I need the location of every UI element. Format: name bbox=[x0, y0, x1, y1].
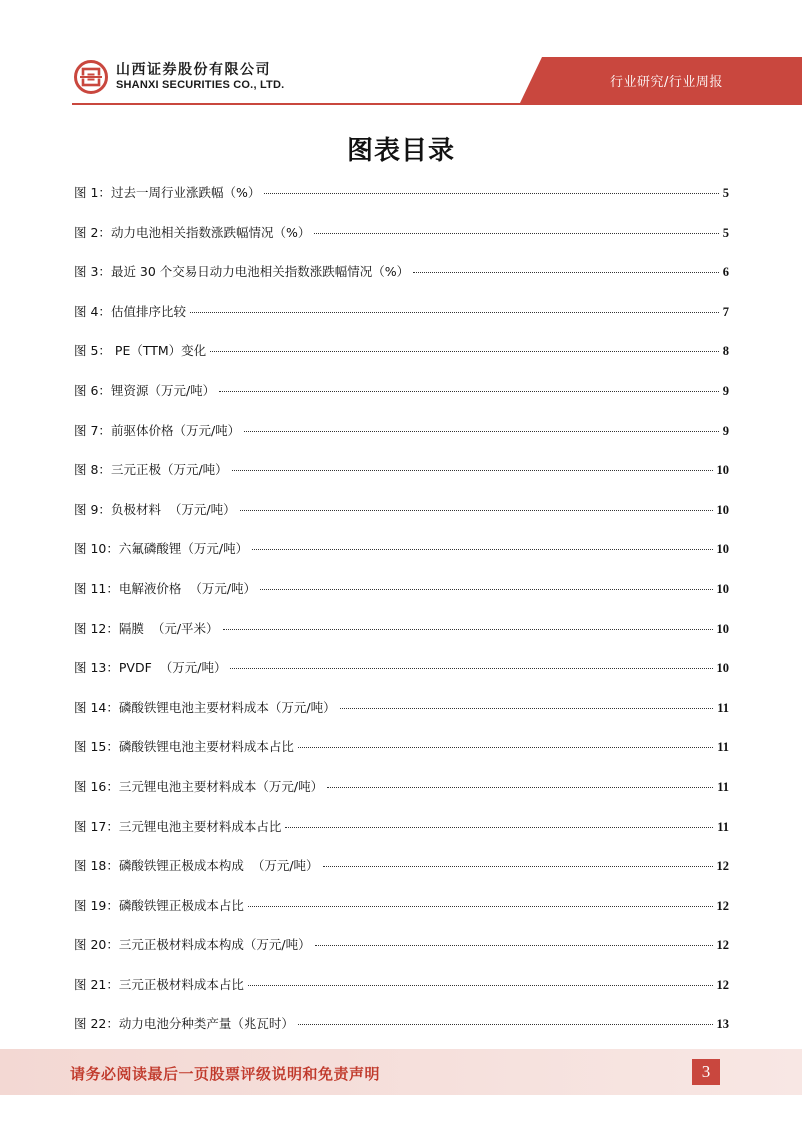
toc-entry[interactable] bbox=[74, 421, 729, 461]
toc-entry-label bbox=[74, 579, 256, 597]
toc-entry[interactable] bbox=[74, 381, 729, 421]
toc-leader-dots bbox=[232, 470, 713, 471]
toc-entry-page: 5 bbox=[722, 186, 729, 200]
toc-entry[interactable] bbox=[74, 619, 729, 659]
toc-entry-page: 9 bbox=[722, 383, 729, 398]
toc-entry-page: 10 bbox=[716, 502, 729, 517]
toc-entry-title: 前驱体价格（万元/吨） bbox=[110, 422, 241, 438]
toc-entry-page: 10 bbox=[716, 463, 729, 478]
toc-entry-page: 12 bbox=[716, 938, 729, 953]
toc-entry-title: 磷酸铁锂电池主要材料成本占比 bbox=[118, 739, 294, 755]
toc-leader-dots bbox=[210, 351, 719, 352]
toc-leader-dots bbox=[315, 945, 713, 946]
toc-entry-number: 图 14： bbox=[74, 699, 119, 715]
toc-entry-label bbox=[74, 223, 310, 241]
toc-entry-page: 5 bbox=[722, 225, 729, 240]
toc-entry-label bbox=[74, 183, 260, 201]
toc-entry-page: 7 bbox=[722, 304, 729, 319]
toc-entry-title: 三元正极（万元/吨） bbox=[110, 462, 228, 478]
toc-entry[interactable] bbox=[74, 460, 729, 500]
toc-entry-number: 图 8： bbox=[74, 462, 111, 478]
company-logo bbox=[74, 60, 284, 94]
toc-leader-dots bbox=[219, 391, 719, 392]
toc-entry-title: 三元锂电池主要材料成本占比 bbox=[118, 818, 282, 834]
toc-entry[interactable] bbox=[74, 262, 729, 302]
toc-leader-dots bbox=[240, 510, 713, 511]
toc-entry-label bbox=[74, 935, 311, 953]
toc-entry-number: 图 21： bbox=[74, 976, 119, 992]
toc-entry-page: 10 bbox=[716, 661, 729, 676]
toc-entry-page: 12 bbox=[716, 977, 729, 992]
toc-entry-label bbox=[74, 856, 319, 874]
toc-entry-label bbox=[74, 777, 323, 795]
toc-entry-label bbox=[74, 698, 336, 716]
toc-entry-title: 电解液价格 （万元/吨） bbox=[118, 580, 257, 596]
toc-entry-label bbox=[74, 460, 228, 478]
toc-entry-label bbox=[74, 975, 244, 993]
toc-entry-number: 图 13： bbox=[74, 660, 119, 676]
toc-entry[interactable] bbox=[74, 698, 729, 738]
toc-leader-dots bbox=[190, 312, 719, 313]
toc-entry-title: 最近 30 个交易日动力电池相关指数涨跌幅情况（%） bbox=[110, 264, 410, 280]
header-divider bbox=[72, 103, 802, 105]
toc-entry-label bbox=[74, 421, 240, 439]
toc-entry-page: 11 bbox=[717, 819, 729, 834]
disclaimer-notice: 请务必阅读最后一页股票评级说明和免责声明 bbox=[70, 1065, 381, 1083]
toc-leader-dots bbox=[230, 668, 712, 669]
toc-entry-number: 图 9： bbox=[74, 501, 111, 517]
toc-entry-label bbox=[74, 302, 186, 320]
toc-leader-dots bbox=[314, 233, 718, 234]
toc-entry-label bbox=[74, 500, 236, 518]
toc-entry[interactable] bbox=[74, 302, 729, 342]
toc-entry-label bbox=[74, 619, 219, 637]
toc-leader-dots bbox=[340, 708, 714, 709]
report-category: 行业研究/行业周报 bbox=[610, 75, 723, 90]
toc-entry[interactable] bbox=[74, 817, 729, 857]
toc-entry-label bbox=[74, 817, 281, 835]
toc-leader-dots bbox=[327, 787, 713, 788]
toc-entry-number: 图 1： bbox=[74, 185, 111, 200]
toc-entry-title: 三元正极材料成本构成（万元/吨） bbox=[118, 937, 311, 953]
toc-leader-dots bbox=[298, 1024, 713, 1025]
toc-entry[interactable] bbox=[74, 975, 729, 1015]
toc-entry-page: 11 bbox=[717, 700, 729, 715]
company-logo-icon bbox=[74, 60, 108, 94]
toc-entry-page: 11 bbox=[717, 779, 729, 794]
toc-entry-number: 图 2： bbox=[74, 224, 111, 240]
toc-entry-number: 图 18： bbox=[74, 858, 119, 874]
toc-entry[interactable] bbox=[74, 896, 729, 936]
toc-entry-title: PVDF （万元/吨） bbox=[118, 660, 227, 676]
toc-entry-number: 图 3： bbox=[74, 264, 111, 280]
toc-entry-title: 六氟磷酸锂（万元/吨） bbox=[118, 541, 249, 557]
toc-leader-dots bbox=[252, 549, 712, 550]
toc-leader-dots bbox=[248, 985, 713, 986]
toc-entry-number: 图 10： bbox=[74, 541, 119, 557]
toc-leader-dots bbox=[285, 827, 713, 828]
toc-leader-dots bbox=[264, 193, 718, 194]
toc-entry-number: 图 11： bbox=[74, 580, 119, 596]
toc-entry[interactable] bbox=[74, 935, 729, 975]
toc-entry-title: 锂资源（万元/吨） bbox=[110, 382, 216, 398]
toc-entry[interactable] bbox=[74, 500, 729, 540]
toc-entry-page: 10 bbox=[716, 542, 729, 557]
toc-entry-label bbox=[74, 262, 409, 280]
toc-entry[interactable] bbox=[74, 223, 729, 263]
toc-entry-page: 9 bbox=[722, 423, 729, 438]
toc-entry-title: 三元正极材料成本占比 bbox=[118, 976, 244, 992]
toc-leader-dots bbox=[248, 906, 713, 907]
toc-entry-number: 图 6： bbox=[74, 382, 111, 398]
toc-entry-number: 图 7： bbox=[74, 422, 111, 438]
toc-entry-title: 估值排序比较 bbox=[110, 303, 186, 319]
toc-entry-label bbox=[74, 896, 244, 914]
toc-entry-page: 10 bbox=[716, 621, 729, 636]
toc-leader-dots bbox=[298, 747, 713, 748]
toc-entry-number: 图 17： bbox=[74, 818, 119, 834]
toc-entry[interactable] bbox=[74, 183, 729, 223]
toc-entry-page: 10 bbox=[716, 581, 729, 596]
toc-entry-number: 图 19： bbox=[74, 897, 119, 913]
toc-entry-number: 图 20： bbox=[74, 937, 119, 953]
toc-entry-label bbox=[74, 381, 215, 399]
toc-entry-title: 磷酸铁锂电池主要材料成本（万元/吨） bbox=[118, 699, 336, 715]
toc-entry-label bbox=[74, 1014, 294, 1032]
toc-entry-number: 图 15： bbox=[74, 739, 119, 755]
toc-entry[interactable] bbox=[74, 856, 729, 896]
toc-entry-number: 图 22： bbox=[74, 1016, 119, 1032]
toc-leader-dots bbox=[244, 431, 719, 432]
toc-entry-page: 13 bbox=[716, 1017, 729, 1032]
toc-entry-label bbox=[74, 658, 226, 676]
toc-leader-dots bbox=[323, 866, 713, 867]
page-title: 图表目录 bbox=[346, 136, 455, 166]
figure-toc bbox=[74, 183, 729, 1054]
toc-entry-title: 磷酸铁锂正极成本构成 （万元/吨） bbox=[118, 858, 319, 874]
toc-entry[interactable] bbox=[74, 658, 729, 698]
toc-entry-page: 11 bbox=[717, 740, 729, 755]
toc-entry-title: 负极材料 （万元/吨） bbox=[110, 501, 236, 517]
toc-entry-title: 三元锂电池主要材料成本（万元/吨） bbox=[118, 778, 324, 794]
toc-leader-dots bbox=[413, 272, 719, 273]
toc-entry-title: PE（TTM）变化 bbox=[110, 343, 207, 359]
toc-entry-number: 图 16： bbox=[74, 778, 119, 794]
toc-leader-dots bbox=[260, 589, 712, 590]
toc-entry[interactable] bbox=[74, 341, 729, 381]
toc-entry-page: 12 bbox=[716, 898, 729, 913]
toc-entry-number: 图 4： bbox=[74, 303, 111, 319]
page-number: 3 bbox=[692, 1059, 720, 1085]
toc-entry-title: 动力电池分种类产量（兆瓦时） bbox=[118, 1016, 294, 1032]
toc-entry[interactable] bbox=[74, 539, 729, 579]
toc-entry-title: 磷酸铁锂正极成本占比 bbox=[118, 897, 244, 913]
company-name-cn: 山西证券股份有限公司 bbox=[116, 62, 271, 78]
toc-entry-number: 图 5： bbox=[74, 343, 111, 359]
toc-entry[interactable] bbox=[74, 777, 729, 817]
toc-entry-page: 8 bbox=[722, 344, 729, 359]
toc-leader-dots bbox=[223, 629, 713, 630]
toc-entry-label bbox=[74, 539, 248, 557]
toc-entry[interactable] bbox=[74, 737, 729, 777]
toc-entry-page: 6 bbox=[722, 265, 729, 280]
page-header bbox=[0, 0, 802, 110]
toc-entry-page: 12 bbox=[716, 859, 729, 874]
toc-entry-label bbox=[74, 737, 294, 755]
toc-entry-title: 隔膜 （元/平米） bbox=[118, 620, 219, 636]
toc-entry-label bbox=[74, 341, 206, 359]
toc-entry-title: 动力电池相关指数涨跌幅情况（%） bbox=[110, 224, 311, 240]
toc-entry[interactable] bbox=[74, 579, 729, 619]
toc-entry-number: 图 12： bbox=[74, 620, 119, 636]
company-name-en: SHANXI SECURITIES CO., LTD. bbox=[116, 79, 285, 91]
toc-entry-title: 过去一周行业涨跌幅（%） bbox=[110, 185, 261, 200]
